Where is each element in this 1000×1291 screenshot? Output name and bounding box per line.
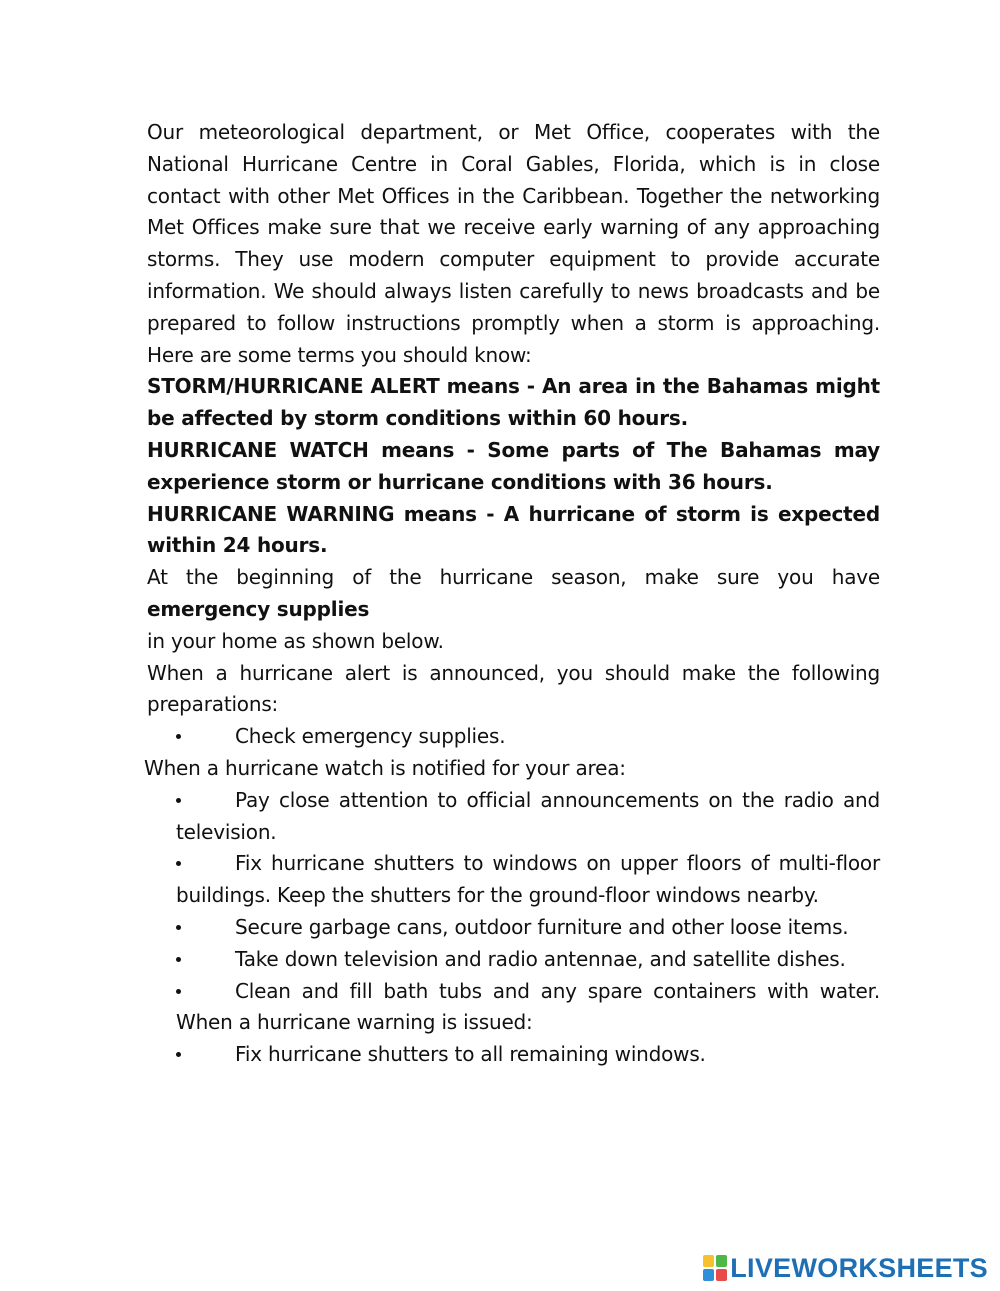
alert-preparations-list	[147, 721, 880, 753]
list-item	[176, 976, 880, 1040]
list-item	[176, 785, 880, 849]
list-item-text: Pay close attention to official announcements on the radio and television.	[176, 787, 880, 844]
logo-square-green	[716, 1255, 727, 1267]
list-item	[176, 912, 880, 944]
watch-notified-paragraph: When a hurricane watch is notified for your area:	[144, 755, 626, 780]
logo-square-yellow	[703, 1255, 714, 1267]
watch-preparations-list	[147, 785, 880, 1071]
logo-square-red	[716, 1269, 727, 1281]
logo-square-blue	[703, 1269, 714, 1281]
list-item-text: Take down television and radio antennae, and satellite dishes.	[235, 946, 846, 971]
alert-definition: STORM/HURRICANE ALERT means - An area in the Bahamas might be affected by storm conditions within 60 hours.	[147, 374, 880, 431]
list-item	[176, 848, 880, 912]
alert-announced-paragraph: When a hurricane alert is announced, you should make the following preparations:	[147, 660, 880, 717]
season-text: At the beginning of the hurricane season, make sure you have	[147, 565, 880, 590]
bullet-icon	[176, 734, 181, 739]
list-item-text: Check emergency supplies.	[235, 724, 506, 749]
list-item	[176, 1039, 880, 1071]
home-line: in your home as shown below.	[147, 628, 444, 653]
list-item-text: Fix hurricane shutters to windows on upper floors of multi-floor buildings. Keep the shutters for the ground-floor windows nearby.	[176, 851, 880, 908]
watch-definition: HURRICANE WATCH means - Some parts of The Bahamas may experience storm or hurricane conditions with 36 hours.	[147, 437, 880, 494]
list-item-text: Clean and fill bath tubs and any spare containers with water. When a hurricane warning is issued:	[176, 978, 880, 1035]
warning-definition: HURRICANE WARNING means - A hurricane of storm is expected within 24 hours.	[147, 501, 880, 558]
list-item	[176, 944, 880, 976]
list-item	[176, 721, 880, 753]
bullet-icon	[176, 1052, 181, 1057]
liveworksheets-logo-icon	[703, 1255, 727, 1281]
intro-paragraph: Our meteorological department, or Met Office, cooperates with the National Hurricane Centre in Coral Gables, Florida, which is in close contact with other Met Offices in the Caribbean. Together the networking Met Offices make sure that we receive early warning of any approaching storms. They use modern computer equipment to provide accurate information. We should always listen carefully to news broadcasts and be prepared to follow instructions promptly when a storm is approaching. Here are some terms you should know:	[147, 120, 880, 367]
bullet-icon	[176, 957, 181, 962]
season-paragraph	[147, 562, 880, 626]
liveworksheets-watermark[interactable]	[703, 1251, 988, 1285]
list-item-text: Secure garbage cans, outdoor furniture and other loose items.	[235, 914, 849, 939]
list-item-text: Fix hurricane shutters to all remaining windows.	[235, 1042, 706, 1067]
watermark-text: LIVEWORKSHEETS	[730, 1252, 988, 1283]
bullet-icon	[176, 989, 181, 994]
bullet-icon	[176, 798, 181, 803]
bullet-icon	[176, 925, 181, 930]
emergency-supplies-text: emergency supplies	[147, 596, 370, 621]
bullet-icon	[176, 861, 181, 866]
worksheet-text	[144, 117, 880, 1071]
